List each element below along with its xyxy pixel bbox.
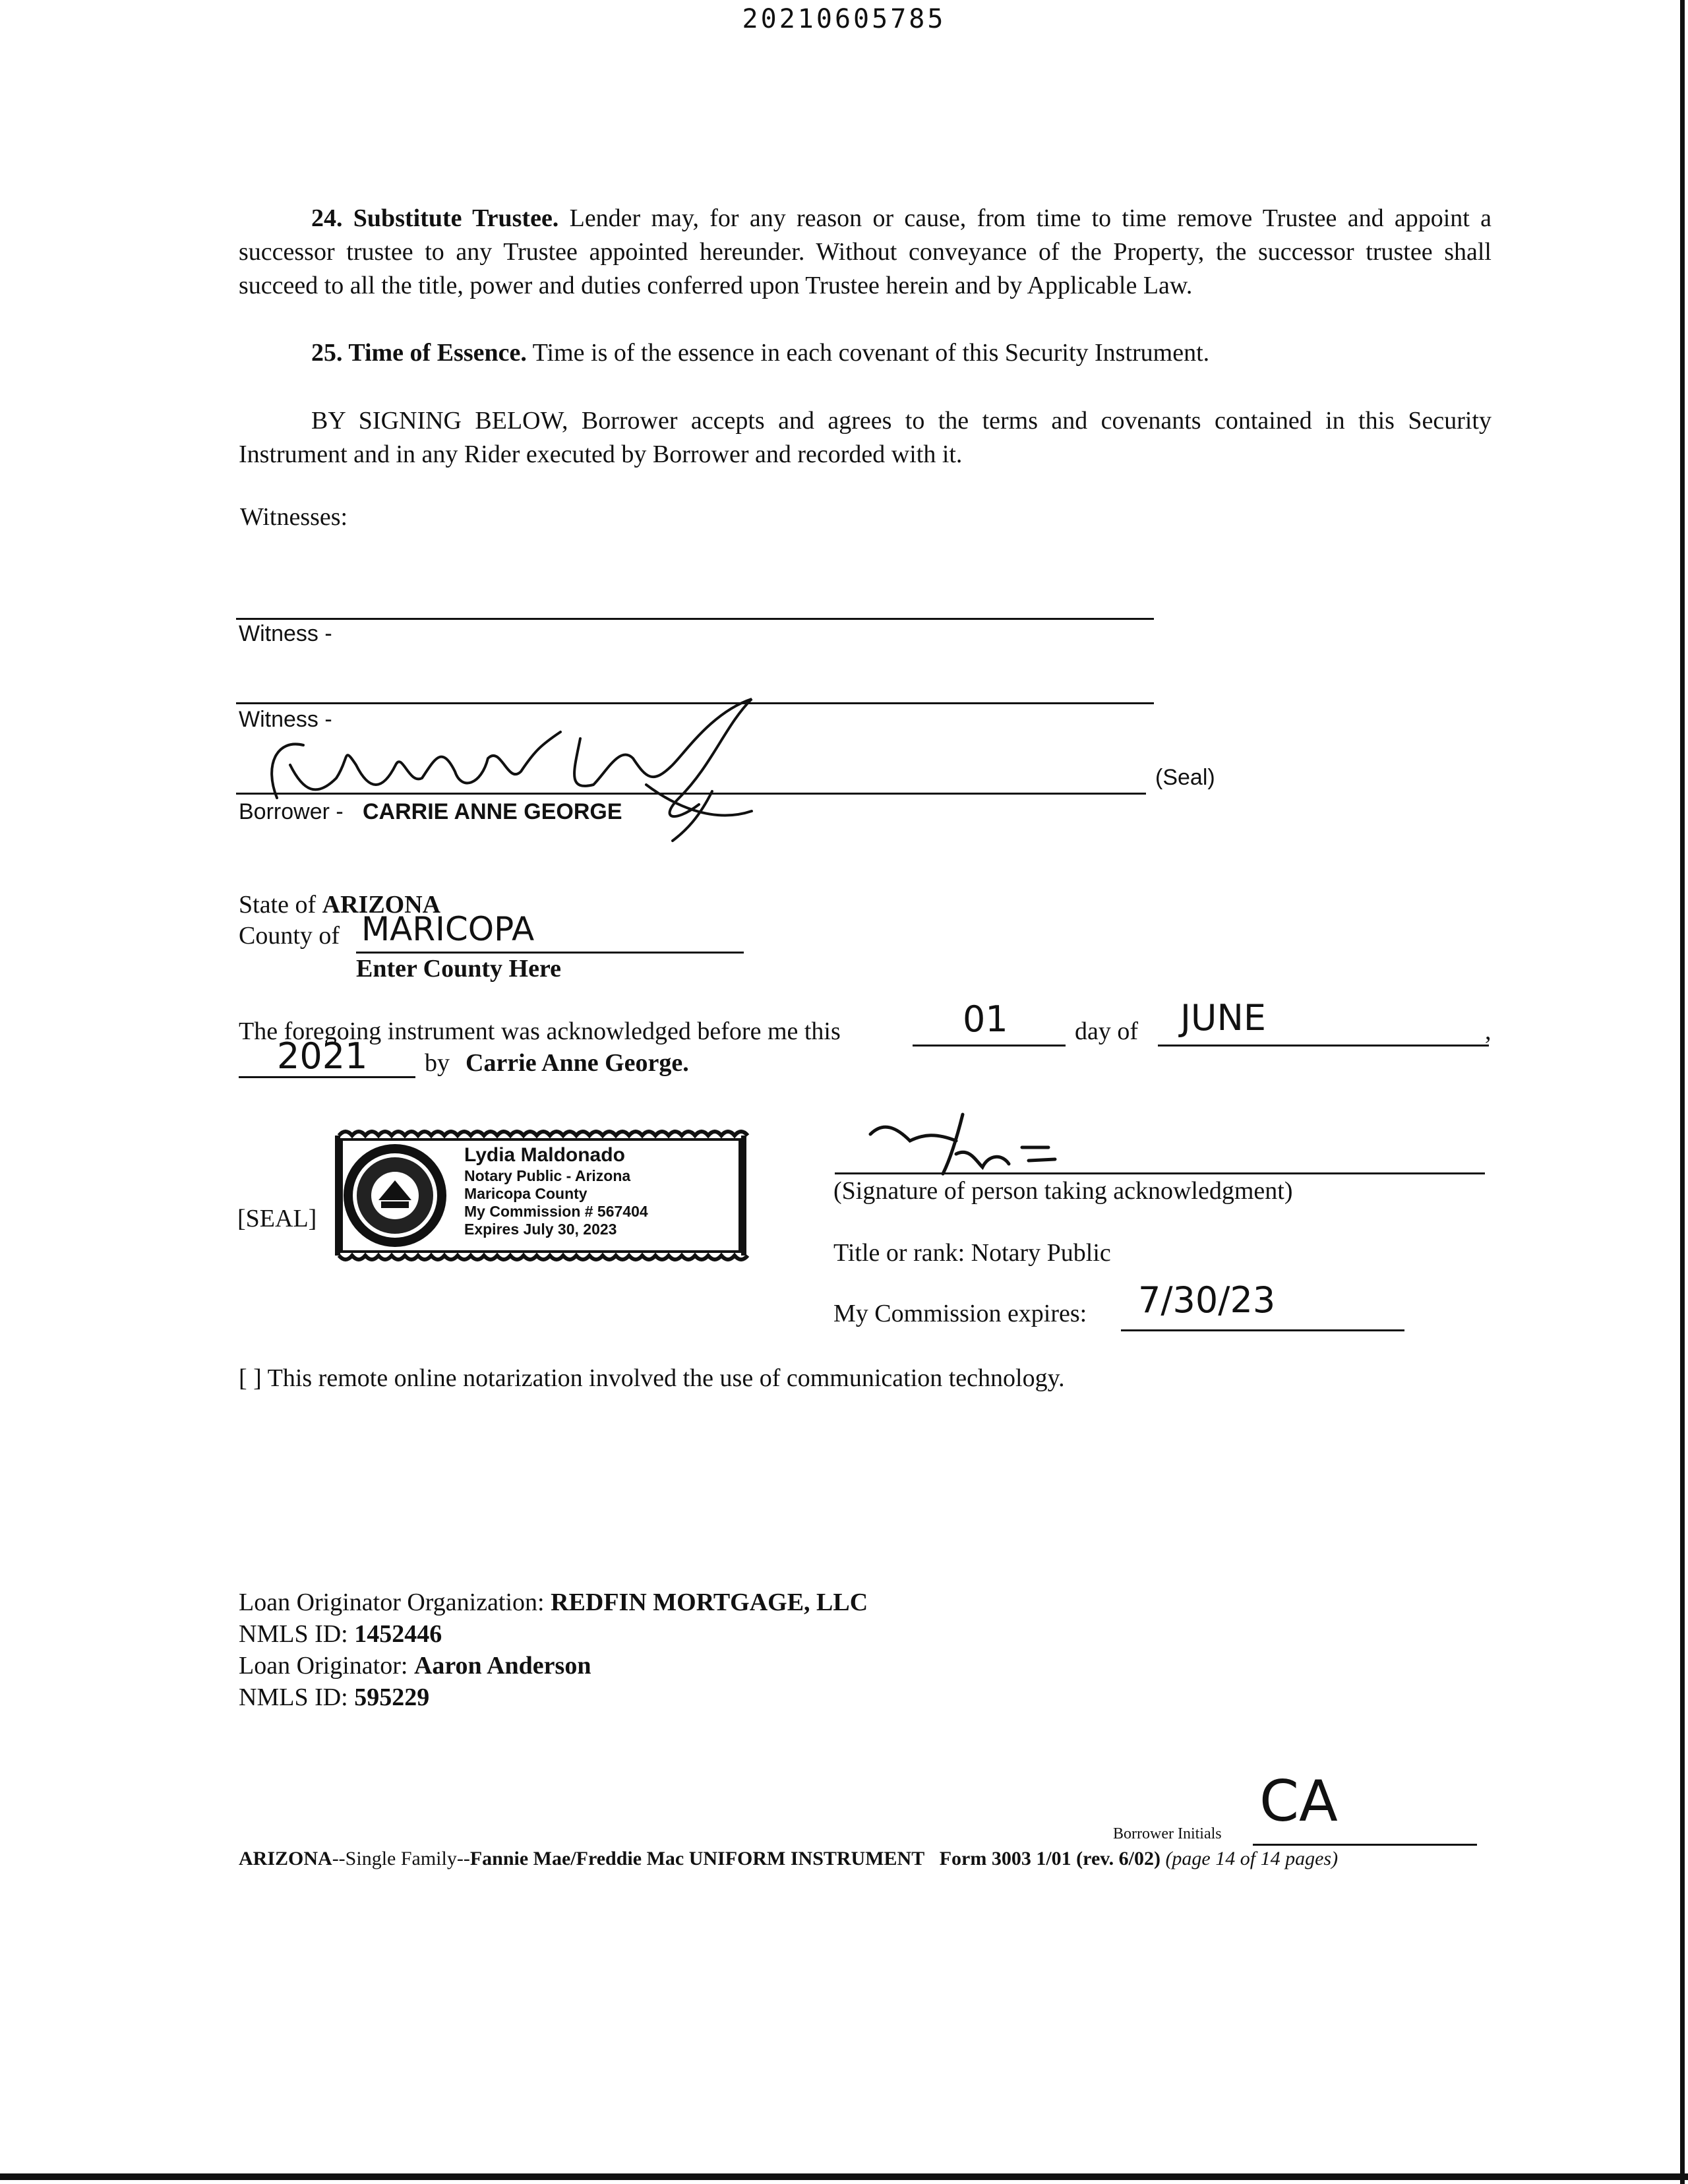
- nmls2-label: NMLS ID:: [239, 1684, 355, 1711]
- title-rank: Title or rank: Notary Public: [833, 1239, 1111, 1267]
- ack-comma: ,: [1485, 1017, 1492, 1045]
- signing-paragraph: BY SIGNING BELOW, Borrower accepts and agrees to the terms and covenants contained in this Security Instrument and in any Rider executed by Borrower and recorded with it.: [239, 407, 1492, 468]
- notary-signature-line: [835, 1172, 1485, 1174]
- state-value: ARIZONA: [322, 891, 441, 919]
- footer-uniform: Fannie Mae/Freddie Mac UNIFORM INSTRUMENT: [469, 1848, 925, 1869]
- paragraph-24: [239, 202, 1492, 303]
- borrower-initials: CA: [1259, 1769, 1338, 1835]
- state-prefix: State of: [239, 891, 322, 919]
- ack-day-line: [913, 1045, 1066, 1046]
- nmls1-value: 1452446: [354, 1620, 442, 1648]
- witness-1-signature-line: [236, 618, 1154, 620]
- notary-name: Lydia Maldonado: [464, 1144, 625, 1166]
- witnesses-label: Witnesses:: [240, 503, 348, 531]
- footer-state: ARIZONA: [239, 1848, 332, 1869]
- signature-caption: (Signature of person taking acknowledgment): [833, 1177, 1293, 1205]
- lo-org-value: REDFIN MORTGAGE, LLC: [551, 1589, 868, 1616]
- borrower-signature-line: [236, 793, 1146, 795]
- remote-notarization-text: [ ] This remote online notarization involved the use of communication technology.: [239, 1364, 1065, 1392]
- borrower-name: CARRIE ANNE GEORGE: [363, 799, 622, 824]
- nmls2-value: 595229: [354, 1684, 430, 1711]
- commission-label: My Commission expires:: [833, 1300, 1087, 1327]
- lo-org-label: Loan Originator Organization:: [239, 1589, 551, 1616]
- recording-number: 20210605785: [742, 4, 946, 34]
- form-footer: [239, 1848, 1338, 1870]
- stamp-line-2: Maricopa County: [464, 1185, 588, 1202]
- lo-value: Aaron Anderson: [413, 1652, 591, 1680]
- county-line: [356, 952, 744, 954]
- ack-name: Carrie Anne George.: [466, 1049, 689, 1077]
- seal-label: (Seal): [1155, 765, 1215, 790]
- ack-day: 01: [963, 998, 1008, 1040]
- loan-originator: [239, 1651, 591, 1680]
- nmls-id-organization: [239, 1620, 442, 1649]
- nmls1-label: NMLS ID:: [239, 1620, 355, 1648]
- seal-bracket: [SEAL]: [237, 1205, 317, 1232]
- commission-date-line: [1121, 1329, 1404, 1331]
- ack-month: JUNE: [1180, 997, 1266, 1039]
- borrower-initials-label: Borrower Initials: [1113, 1825, 1222, 1842]
- paragraph-25-title: 25. Time of Essence.: [311, 339, 527, 367]
- stamp-line-3: My Commission # 567404: [464, 1203, 648, 1220]
- paragraph-24-text: Lender may, for any reason or cause, from time to time remove Trustee and appoint a successor trustee to any Trustee appointed hereunder. Without conveyance of the Property, the successor trustee shall succeed to all the title, power and duties conferred upon Trustee herein and by Applicable Law.: [239, 204, 1492, 299]
- page-border-bottom: [0, 2173, 1688, 2180]
- ack-day-of: day of: [1075, 1017, 1139, 1045]
- borrower-initials-line: [1253, 1844, 1477, 1846]
- paragraph-24-title: 24. Substitute Trustee.: [311, 204, 559, 232]
- lo-label: Loan Originator:: [239, 1652, 414, 1680]
- paragraph-25: [239, 336, 1492, 370]
- borrower-label: Borrower -: [239, 799, 344, 824]
- loan-originator-organization: [239, 1588, 868, 1617]
- county-prefix: County of: [239, 922, 340, 950]
- footer-single-family: --Single Family--: [332, 1848, 470, 1869]
- commission-date: 7/30/23: [1138, 1279, 1276, 1321]
- notary-signature: [857, 1108, 1108, 1180]
- stamp-line-4: Expires July 30, 2023: [464, 1221, 617, 1238]
- county-hint: Enter County Here: [356, 955, 562, 983]
- ack-prefix: The foregoing instrument was acknowledged before me this: [239, 1017, 841, 1045]
- stamp-line-1: Notary Public - Arizona: [464, 1167, 631, 1184]
- witness-2-label: Witness -: [239, 707, 332, 732]
- notary-stamp-text: [464, 1143, 648, 1238]
- ack-year-line: [239, 1076, 415, 1078]
- ack-by: by: [425, 1049, 450, 1077]
- footer-form: Form 3003 1/01 (rev. 6/02): [939, 1848, 1160, 1869]
- paragraph-25-text: Time is of the essence in each covenant of this Security Instrument.: [526, 339, 1210, 367]
- nmls-id-originator: [239, 1683, 429, 1712]
- ack-month-line: [1158, 1045, 1489, 1046]
- page-border-right: [1680, 0, 1685, 2184]
- county-handwritten: MARICOPA: [361, 910, 535, 948]
- ack-year: 2021: [277, 1035, 368, 1077]
- witness-1-label: Witness -: [239, 621, 332, 646]
- footer-page: (page 14 of 14 pages): [1165, 1848, 1339, 1869]
